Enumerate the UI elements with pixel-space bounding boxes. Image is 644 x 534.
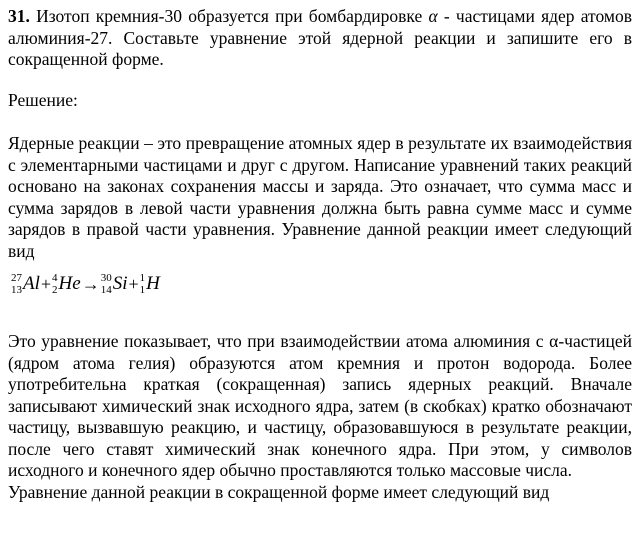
nuclide-hydrogen — [140, 272, 160, 296]
plus-sign-1: + — [40, 273, 52, 294]
nuclide-aluminium — [11, 272, 40, 296]
alpha-symbol: α — [428, 6, 438, 26]
explanation-paragraph: Это уравнение показывает, что при взаимодействии атома алюминия с α-частицей (ядром атома гелия) образуются атом кремния и протон водорода. Более употребительна краткая (сокращенная) запись ядерных реакций. Вначале записывают химический знак исходного ядра, затем (в скобках) кратко обозначают частицу, вызвавшую реакцию, и частицу, образовавшуюся в результате реакции, после чего ставят химический знак конечного ядра. При этом, у символов исходного и конечного ядер обычно проставляются только массовые числа. — [8, 331, 632, 480]
silicon-mass-number: 30 — [100, 272, 112, 284]
aluminium-charge-number: 13 — [11, 284, 22, 296]
helium-symbol: He — [58, 273, 81, 294]
solution-label: Решение: — [8, 89, 78, 110]
task-text-part-1: Изотоп кремния-30 образуется при бомбардировке — [29, 6, 429, 26]
task-statement — [8, 6, 632, 71]
document-page — [8, 6, 632, 503]
intro-paragraph: Ядерные реакции – это превращение атомных ядер в результате их взаимодействия с элементарными частицами и друг с другом. Написание уравнений таких реакций основано на законах сохранения массы и заряда. Это означает, что сумма масс и сумма зарядов в левой части уравнения должна быть равна сумме масс и сумме зарядов в правой части уравнения. Уравнение данной реакции имеет следующий вид — [8, 133, 632, 261]
helium-mass-number: 4 — [52, 272, 58, 284]
silicon-symbol: Si — [112, 273, 128, 294]
task-number: 31. — [8, 6, 30, 26]
silicon-charge-number: 14 — [100, 284, 112, 296]
aluminium-symbol: Al — [23, 273, 40, 294]
plus-sign-2: + — [128, 273, 139, 294]
final-line: Уравнение данной реакции в сокращенной форме имеет следующий вид — [8, 481, 550, 502]
nuclear-equation — [11, 272, 632, 306]
helium-charge-number: 2 — [52, 284, 58, 296]
aluminium-mass-number: 27 — [11, 272, 22, 284]
nuclide-helium — [52, 272, 81, 296]
nuclide-silicon — [101, 272, 128, 296]
hydrogen-charge-number: 1 — [139, 284, 146, 296]
reaction-arrow: → — [81, 273, 100, 294]
hydrogen-symbol: H — [146, 273, 160, 294]
hydrogen-mass-number: 1 — [139, 272, 146, 284]
task-text-part-2: - частицами ядер атомов алюминия-27. Составьте уравнение этой ядерной реакции и запишите его в сокращенной форме. — [8, 6, 632, 69]
